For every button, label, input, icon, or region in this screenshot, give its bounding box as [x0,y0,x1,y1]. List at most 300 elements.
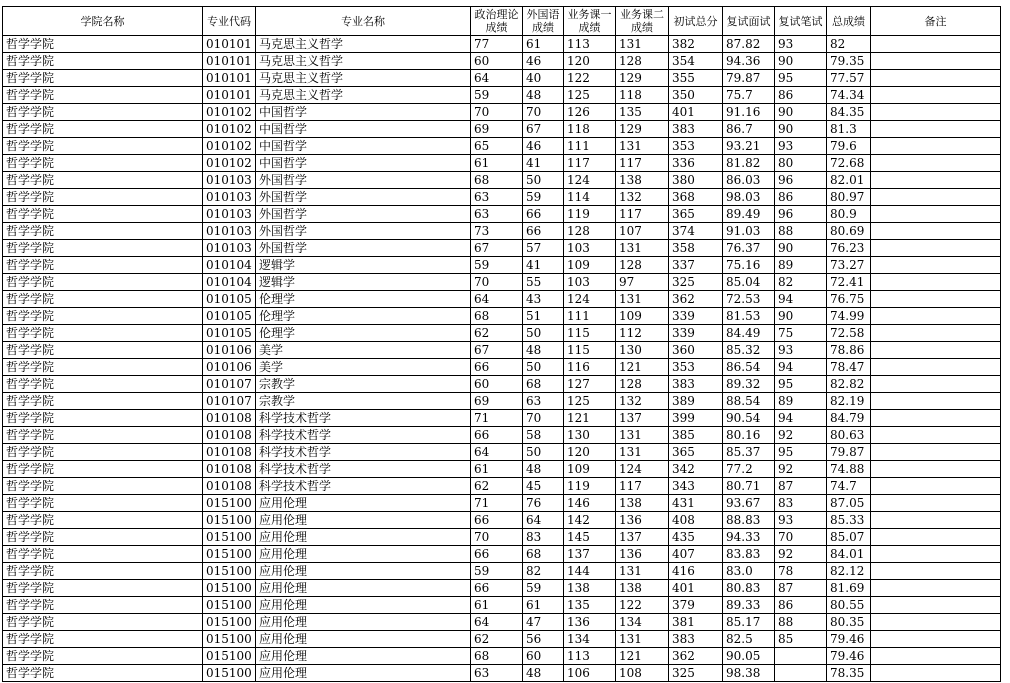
cell-course-one-score: 128 [564,223,616,240]
table-row [3,223,1001,240]
cell-prelim-total: 355 [669,70,723,87]
cell-major-code: 010101 [203,87,256,104]
cell-total-score: 79.35 [827,53,871,70]
cell-major-code: 015100 [203,665,256,682]
cell-prelim-total: 342 [669,461,723,478]
cell-total-score: 85.33 [827,512,871,529]
cell-major-code: 010104 [203,257,256,274]
table-row [3,172,1001,189]
cell-prelim-total: 325 [669,665,723,682]
cell-politics-score: 64 [471,614,523,631]
cell-course-two-score: 131 [616,240,669,257]
table-row [3,376,1001,393]
cell-prelim-total: 353 [669,138,723,155]
cell-major-code: 010102 [203,104,256,121]
cell-remarks [871,478,1001,495]
cell-major-code: 010102 [203,155,256,172]
cell-major-code: 015100 [203,529,256,546]
cell-remarks [871,512,1001,529]
cell-prelim-total: 339 [669,325,723,342]
table-row [3,121,1001,138]
cell-foreign-language-score: 60 [523,648,564,665]
cell-prelim-total: 408 [669,512,723,529]
table-row [3,189,1001,206]
cell-remarks [871,580,1001,597]
cell-course-two-score: 128 [616,53,669,70]
cell-foreign-language-score: 57 [523,240,564,257]
cell-college-name: 哲学学院 [3,529,203,546]
cell-prelim-total: 401 [669,104,723,121]
cell-foreign-language-score: 61 [523,597,564,614]
table-row [3,427,1001,444]
header-interview-score: 复试面试 [723,7,775,36]
cell-college-name: 哲学学院 [3,376,203,393]
cell-course-one-score: 144 [564,563,616,580]
cell-remarks [871,410,1001,427]
cell-major-name: 逻辑学 [256,274,471,291]
table-body [3,36,1001,682]
cell-major-name: 逻辑学 [256,257,471,274]
cell-remarks [871,495,1001,512]
table-row [3,155,1001,172]
cell-foreign-language-score: 50 [523,172,564,189]
cell-course-one-score: 130 [564,427,616,444]
cell-prelim-total: 401 [669,580,723,597]
cell-major-name: 科学技术哲学 [256,478,471,495]
cell-interview-score: 93.67 [723,495,775,512]
cell-foreign-language-score: 56 [523,631,564,648]
cell-course-one-score: 115 [564,325,616,342]
cell-major-code: 015100 [203,563,256,580]
cell-interview-score: 76.37 [723,240,775,257]
cell-foreign-language-score: 68 [523,376,564,393]
cell-politics-score: 67 [471,240,523,257]
cell-written-score: 90 [775,104,827,121]
cell-prelim-total: 399 [669,410,723,427]
cell-major-name: 中国哲学 [256,121,471,138]
cell-foreign-language-score: 50 [523,325,564,342]
cell-total-score: 79.87 [827,444,871,461]
cell-prelim-total: 381 [669,614,723,631]
cell-course-one-score: 120 [564,444,616,461]
cell-course-two-score: 122 [616,597,669,614]
cell-major-code: 010103 [203,240,256,257]
cell-politics-score: 64 [471,444,523,461]
cell-major-code: 010101 [203,70,256,87]
cell-remarks [871,206,1001,223]
cell-course-two-score: 137 [616,410,669,427]
cell-written-score: 95 [775,444,827,461]
cell-remarks [871,257,1001,274]
table-row [3,325,1001,342]
cell-written-score: 90 [775,240,827,257]
cell-prelim-total: 362 [669,291,723,308]
cell-interview-score: 72.53 [723,291,775,308]
cell-course-one-score: 127 [564,376,616,393]
cell-course-one-score: 138 [564,580,616,597]
cell-prelim-total: 365 [669,206,723,223]
cell-interview-score: 75.16 [723,257,775,274]
cell-politics-score: 59 [471,563,523,580]
cell-prelim-total: 358 [669,240,723,257]
cell-college-name: 哲学学院 [3,155,203,172]
cell-foreign-language-score: 48 [523,461,564,478]
cell-college-name: 哲学学院 [3,665,203,682]
cell-interview-score: 84.49 [723,325,775,342]
cell-written-score: 95 [775,376,827,393]
cell-foreign-language-score: 83 [523,529,564,546]
cell-course-two-score: 131 [616,563,669,580]
cell-written-score: 94 [775,291,827,308]
cell-interview-score: 77.2 [723,461,775,478]
cell-written-score: 94 [775,410,827,427]
cell-prelim-total: 350 [669,87,723,104]
cell-written-score: 86 [775,87,827,104]
cell-interview-score: 86.03 [723,172,775,189]
cell-course-one-score: 103 [564,240,616,257]
cell-interview-score: 83.0 [723,563,775,580]
cell-interview-score: 89.49 [723,206,775,223]
cell-foreign-language-score: 68 [523,546,564,563]
cell-politics-score: 60 [471,376,523,393]
cell-foreign-language-score: 70 [523,410,564,427]
cell-written-score: 90 [775,53,827,70]
cell-course-one-score: 146 [564,495,616,512]
table-row [3,580,1001,597]
cell-prelim-total: 339 [669,308,723,325]
cell-remarks [871,444,1001,461]
cell-major-name: 伦理学 [256,325,471,342]
cell-major-name: 应用伦理 [256,529,471,546]
cell-prelim-total: 343 [669,478,723,495]
cell-total-score: 74.34 [827,87,871,104]
cell-college-name: 哲学学院 [3,342,203,359]
cell-written-score: 96 [775,172,827,189]
cell-total-score: 84.01 [827,546,871,563]
cell-remarks [871,70,1001,87]
table-row [3,206,1001,223]
cell-remarks [871,53,1001,70]
cell-foreign-language-score: 40 [523,70,564,87]
cell-course-one-score: 142 [564,512,616,529]
cell-foreign-language-score: 66 [523,206,564,223]
cell-remarks [871,631,1001,648]
cell-written-score: 93 [775,512,827,529]
cell-course-one-score: 117 [564,155,616,172]
cell-politics-score: 59 [471,257,523,274]
cell-college-name: 哲学学院 [3,291,203,308]
cell-major-name: 美学 [256,359,471,376]
cell-politics-score: 65 [471,138,523,155]
cell-politics-score: 68 [471,172,523,189]
cell-total-score: 73.27 [827,257,871,274]
cell-written-score: 92 [775,546,827,563]
cell-major-name: 马克思主义哲学 [256,87,471,104]
cell-politics-score: 62 [471,325,523,342]
cell-remarks [871,597,1001,614]
cell-major-code: 015100 [203,512,256,529]
cell-total-score: 74.99 [827,308,871,325]
cell-prelim-total: 365 [669,444,723,461]
cell-written-score: 75 [775,325,827,342]
cell-prelim-total: 435 [669,529,723,546]
table-row [3,308,1001,325]
cell-total-score: 74.88 [827,461,871,478]
table-row [3,36,1001,53]
cell-course-two-score: 109 [616,308,669,325]
cell-foreign-language-score: 48 [523,665,564,682]
cell-prelim-total: 385 [669,427,723,444]
cell-course-two-score: 138 [616,495,669,512]
table-row [3,631,1001,648]
cell-foreign-language-score: 46 [523,138,564,155]
cell-course-one-score: 115 [564,342,616,359]
cell-interview-score: 91.16 [723,104,775,121]
table-row [3,546,1001,563]
cell-politics-score: 63 [471,189,523,206]
cell-politics-score: 70 [471,274,523,291]
table-row [3,257,1001,274]
cell-written-score: 87 [775,580,827,597]
cell-major-code: 010108 [203,478,256,495]
cell-interview-score: 86.54 [723,359,775,376]
cell-course-two-score: 117 [616,206,669,223]
cell-major-code: 015100 [203,648,256,665]
cell-remarks [871,155,1001,172]
cell-total-score: 81.69 [827,580,871,597]
cell-course-two-score: 131 [616,631,669,648]
cell-total-score: 72.41 [827,274,871,291]
cell-college-name: 哲学学院 [3,614,203,631]
cell-politics-score: 61 [471,155,523,172]
cell-course-one-score: 137 [564,546,616,563]
cell-college-name: 哲学学院 [3,393,203,410]
cell-college-name: 哲学学院 [3,580,203,597]
cell-remarks [871,121,1001,138]
cell-remarks [871,104,1001,121]
cell-course-one-score: 120 [564,53,616,70]
cell-total-score: 84.35 [827,104,871,121]
cell-course-one-score: 111 [564,138,616,155]
cell-major-code: 015100 [203,631,256,648]
cell-interview-score: 85.17 [723,614,775,631]
cell-prelim-total: 374 [669,223,723,240]
cell-prelim-total: 383 [669,376,723,393]
cell-politics-score: 66 [471,427,523,444]
cell-interview-score: 90.54 [723,410,775,427]
cell-politics-score: 73 [471,223,523,240]
cell-major-name: 外国哲学 [256,206,471,223]
cell-course-two-score: 136 [616,512,669,529]
cell-interview-score: 80.83 [723,580,775,597]
cell-prelim-total: 379 [669,597,723,614]
cell-written-score: 93 [775,138,827,155]
table-row [3,87,1001,104]
cell-politics-score: 71 [471,410,523,427]
table-row [3,104,1001,121]
cell-major-name: 马克思主义哲学 [256,36,471,53]
cell-college-name: 哲学学院 [3,444,203,461]
cell-course-one-score: 118 [564,121,616,138]
cell-written-score [775,665,827,682]
cell-interview-score: 88.83 [723,512,775,529]
cell-course-two-score: 131 [616,138,669,155]
header-written-score: 复试笔试 [775,7,827,36]
cell-major-code: 010106 [203,359,256,376]
cell-prelim-total: 380 [669,172,723,189]
cell-prelim-total: 382 [669,36,723,53]
table-row [3,563,1001,580]
cell-course-two-score: 137 [616,529,669,546]
cell-course-two-score: 112 [616,325,669,342]
cell-major-code: 010103 [203,223,256,240]
table-row [3,648,1001,665]
cell-politics-score: 63 [471,665,523,682]
cell-course-one-score: 145 [564,529,616,546]
cell-politics-score: 62 [471,631,523,648]
cell-interview-score: 89.32 [723,376,775,393]
cell-total-score: 80.55 [827,597,871,614]
cell-course-two-score: 117 [616,478,669,495]
cell-prelim-total: 407 [669,546,723,563]
header-remarks: 备注 [871,7,1001,36]
cell-major-name: 伦理学 [256,308,471,325]
cell-course-one-score: 126 [564,104,616,121]
cell-foreign-language-score: 41 [523,155,564,172]
cell-foreign-language-score: 47 [523,614,564,631]
cell-major-name: 应用伦理 [256,512,471,529]
cell-written-score: 90 [775,308,827,325]
cell-major-code: 010105 [203,291,256,308]
cell-written-score: 93 [775,342,827,359]
cell-total-score: 78.47 [827,359,871,376]
cell-written-score: 83 [775,495,827,512]
cell-course-two-score: 138 [616,172,669,189]
table-row [3,665,1001,682]
cell-politics-score: 61 [471,461,523,478]
cell-college-name: 哲学学院 [3,478,203,495]
cell-major-code: 010107 [203,376,256,393]
cell-major-code: 010103 [203,206,256,223]
cell-written-score: 87 [775,478,827,495]
cell-course-one-score: 135 [564,597,616,614]
table-row [3,495,1001,512]
cell-total-score: 82.82 [827,376,871,393]
table-row [3,359,1001,376]
cell-prelim-total: 362 [669,648,723,665]
cell-politics-score: 64 [471,70,523,87]
cell-college-name: 哲学学院 [3,53,203,70]
cell-written-score: 80 [775,155,827,172]
cell-total-score: 85.07 [827,529,871,546]
cell-course-one-score: 122 [564,70,616,87]
cell-prelim-total: 431 [669,495,723,512]
cell-total-score: 80.35 [827,614,871,631]
cell-college-name: 哲学学院 [3,36,203,53]
cell-course-two-score: 108 [616,665,669,682]
cell-major-name: 外国哲学 [256,172,471,189]
table-row [3,444,1001,461]
cell-remarks [871,325,1001,342]
cell-remarks [871,274,1001,291]
cell-course-two-score: 135 [616,104,669,121]
cell-politics-score: 69 [471,393,523,410]
cell-remarks [871,87,1001,104]
cell-college-name: 哲学学院 [3,240,203,257]
cell-major-code: 010108 [203,410,256,427]
cell-major-code: 010108 [203,444,256,461]
cell-college-name: 哲学学院 [3,546,203,563]
cell-course-two-score: 118 [616,87,669,104]
cell-major-name: 外国哲学 [256,189,471,206]
cell-remarks [871,563,1001,580]
table-row [3,410,1001,427]
cell-college-name: 哲学学院 [3,631,203,648]
cell-politics-score: 70 [471,529,523,546]
cell-remarks [871,172,1001,189]
cell-major-code: 015100 [203,495,256,512]
cell-written-score: 86 [775,189,827,206]
cell-remarks [871,291,1001,308]
cell-foreign-language-score: 66 [523,223,564,240]
cell-total-score: 74.7 [827,478,871,495]
cell-course-one-score: 106 [564,665,616,682]
header-course-two-score: 业务课二 成绩 [616,7,669,36]
score-table [2,6,1001,682]
cell-course-two-score: 121 [616,359,669,376]
header-row [3,7,1001,36]
cell-total-score: 87.05 [827,495,871,512]
cell-course-one-score: 103 [564,274,616,291]
cell-total-score: 80.97 [827,189,871,206]
cell-college-name: 哲学学院 [3,308,203,325]
header-politics-score: 政治理论 成绩 [471,7,523,36]
cell-politics-score: 62 [471,478,523,495]
cell-college-name: 哲学学院 [3,206,203,223]
cell-interview-score: 93.21 [723,138,775,155]
cell-major-code: 010103 [203,172,256,189]
cell-foreign-language-score: 59 [523,189,564,206]
cell-politics-score: 69 [471,121,523,138]
cell-interview-score: 94.33 [723,529,775,546]
cell-major-name: 美学 [256,342,471,359]
cell-prelim-total: 354 [669,53,723,70]
cell-prelim-total: 383 [669,121,723,138]
cell-total-score: 76.75 [827,291,871,308]
cell-interview-score: 98.38 [723,665,775,682]
cell-college-name: 哲学学院 [3,410,203,427]
cell-remarks [871,240,1001,257]
cell-remarks [871,427,1001,444]
cell-major-name: 外国哲学 [256,223,471,240]
cell-total-score: 76.23 [827,240,871,257]
cell-written-score: 93 [775,36,827,53]
cell-interview-score: 79.87 [723,70,775,87]
cell-written-score: 88 [775,614,827,631]
cell-written-score: 90 [775,121,827,138]
cell-major-name: 中国哲学 [256,104,471,121]
cell-course-two-score: 124 [616,461,669,478]
cell-written-score: 82 [775,274,827,291]
header-course-one-score: 业务课一 成绩 [564,7,616,36]
cell-total-score: 82 [827,36,871,53]
cell-written-score [775,648,827,665]
cell-course-one-score: 111 [564,308,616,325]
cell-remarks [871,308,1001,325]
cell-course-one-score: 119 [564,478,616,495]
cell-remarks [871,546,1001,563]
cell-course-two-score: 128 [616,376,669,393]
